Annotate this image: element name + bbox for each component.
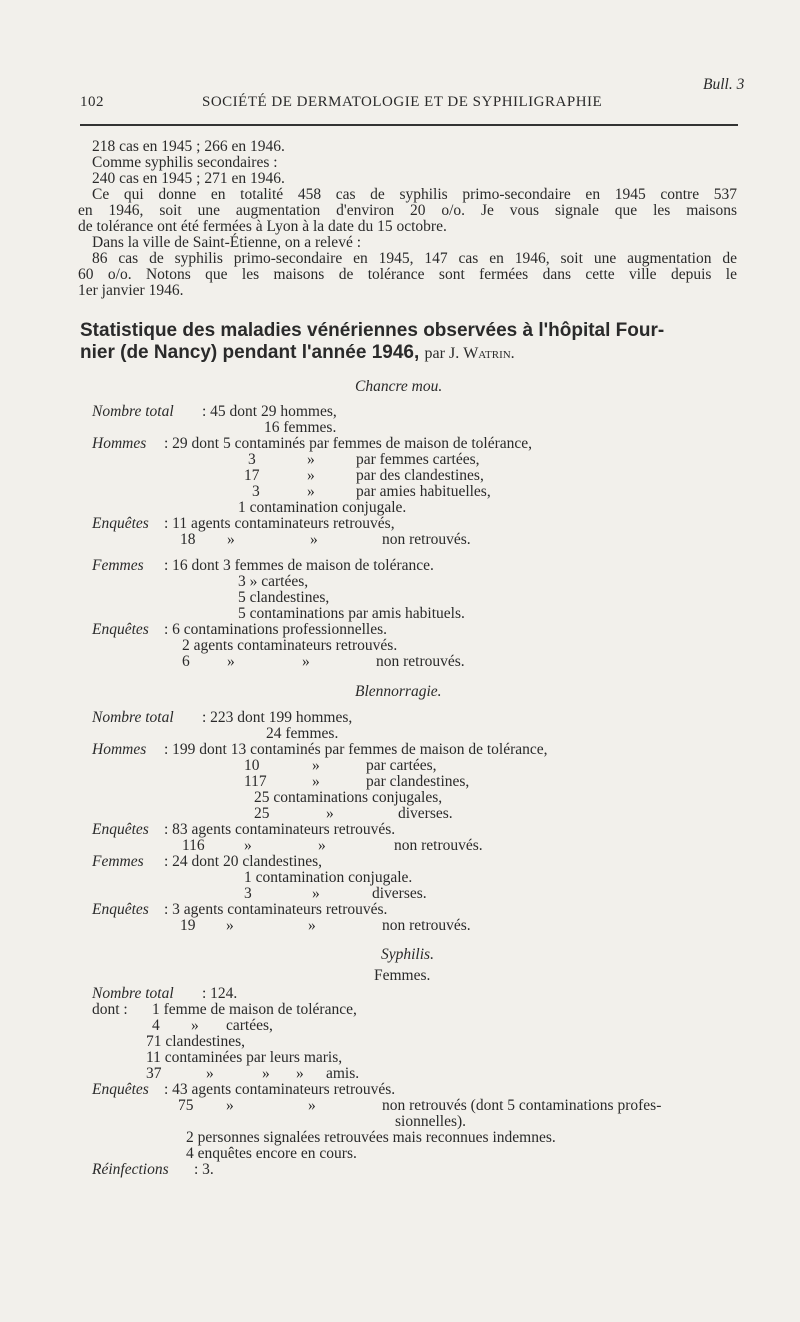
row-text: : 223 dont 199 hommes, <box>202 709 353 726</box>
row-num: 3 <box>248 451 256 468</box>
row-text: : 29 dont 5 contaminés par femmes de maison de tolérance, <box>164 435 533 452</box>
row-num: 116 <box>182 837 205 854</box>
row-text: : 83 agents contaminateurs retrouvés. <box>164 821 396 838</box>
ditto: » <box>308 917 316 934</box>
ditto: » <box>326 805 334 822</box>
row-label: Nombre total <box>92 985 174 1002</box>
ditto: » <box>312 757 320 774</box>
ditto: » <box>307 467 315 484</box>
row-num: 19 <box>180 917 196 934</box>
row-text: : 199 dont 13 contaminés par femmes de maison de tolérance, <box>164 741 548 758</box>
row-label: Hommes <box>92 435 147 452</box>
ditto: » <box>244 837 252 854</box>
row-text: 2 personnes signalées retrouvées mais reconnues indemnes. <box>186 1129 556 1146</box>
row-label: Réinfections <box>92 1161 169 1178</box>
ditto: » <box>226 1097 234 1114</box>
row-text: 2 agents contaminateurs retrouvés. <box>182 637 398 654</box>
row-text: diverses. <box>398 805 453 822</box>
row-text: 1 contamination conjugale. <box>238 499 407 516</box>
row-num: 25 <box>254 805 270 822</box>
intro-line: de tolérance ont été fermées à Lyon à la date du 15 octobre. <box>78 218 447 235</box>
row-text: non retrouvés. <box>394 837 483 854</box>
intro-line: 86 cas de syphilis primo-secondaire en 1945, 147 cas en 1946, soit une augmentation de <box>92 250 737 267</box>
article-title-line2: nier (de Nancy) pendant l'année 1946, par J. Watrin. <box>80 342 515 363</box>
section-heading: Syphilis. <box>381 946 434 963</box>
row-num: 37 <box>146 1065 162 1082</box>
row-num: 3 <box>252 483 260 500</box>
byline: par J. Watrin. <box>424 345 515 362</box>
row-text: non retrouvés. <box>376 653 465 670</box>
row-text: 71 clandestines, <box>146 1033 246 1050</box>
row-text: par des clandestines, <box>356 467 484 484</box>
intro-line: Ce qui donne en totalité 458 cas de syphilis primo-secondaire en 1945 contre 537 <box>92 186 737 203</box>
ditto: » <box>307 451 315 468</box>
row-num: 18 <box>180 531 196 548</box>
ditto: » <box>191 1017 199 1034</box>
row-text: 25 contaminations conjugales, <box>254 789 443 806</box>
row-text: : 124. <box>202 985 238 1002</box>
row-label: Enquêtes <box>92 515 149 532</box>
section-subheading: Femmes. <box>374 967 431 984</box>
row-text: par clandestines, <box>366 773 470 790</box>
row-num: 4 <box>152 1017 160 1034</box>
row-num: 3 <box>244 885 252 902</box>
row-text: : 45 dont 29 hommes, <box>202 403 337 420</box>
ditto: » <box>227 531 235 548</box>
ditto: » <box>308 1097 316 1114</box>
intro-line: 1er janvier 1946. <box>78 282 184 299</box>
row-num: 75 <box>178 1097 194 1114</box>
row-text: dont : <box>92 1001 128 1018</box>
ditto: » <box>262 1065 270 1082</box>
ditto: » <box>310 531 318 548</box>
row-text: 24 femmes. <box>266 725 339 742</box>
row-text: : 3 agents contaminateurs retrouvés. <box>164 901 388 918</box>
corner-note: Bull. 3 <box>703 76 745 93</box>
ditto: » <box>227 653 235 670</box>
row-text: non retrouvés. <box>382 917 471 934</box>
intro-line: 60 o/o. Notons que les maisons de tolérance sont fermées dans cette ville depuis le <box>78 266 737 283</box>
page-number: 102 <box>80 94 104 110</box>
row-label: Enquêtes <box>92 821 149 838</box>
intro-line: en 1946, soit une augmentation d'environ 20 o/o. Je vous signale que les maisons <box>78 202 737 219</box>
row-text: 1 femme de maison de tolérance, <box>152 1001 357 1018</box>
row-text: 3 » cartées, <box>238 573 309 590</box>
row-text: 16 femmes. <box>264 419 337 436</box>
intro-line: 218 cas en 1945 ; 266 en 1946. <box>92 138 285 155</box>
section-heading: Blennorragie. <box>355 683 442 700</box>
row-text: : 43 agents contaminateurs retrouvés. <box>164 1081 396 1098</box>
article-title-line1: Statistique des maladies vénériennes observées à l'hôpital Four- <box>80 320 665 341</box>
row-label: Enquêtes <box>92 621 149 638</box>
row-label: Hommes <box>92 741 147 758</box>
row-text: 4 enquêtes encore en cours. <box>186 1145 357 1162</box>
row-text: par cartées, <box>366 757 437 774</box>
row-text: 1 contamination conjugale. <box>244 869 413 886</box>
row-text: : 3. <box>194 1161 214 1178</box>
row-label: Femmes <box>92 853 144 870</box>
row-text: amis. <box>326 1065 360 1082</box>
row-text: diverses. <box>372 885 427 902</box>
row-text: 5 clandestines, <box>238 589 330 606</box>
row-text: sionnelles). <box>395 1113 467 1130</box>
intro-line: Dans la ville de Saint-Étienne, on a relevé : <box>92 234 362 251</box>
running-title: SOCIÉTÉ DE DERMATOLOGIE ET DE SYPHILIGRAPHIE <box>202 94 603 110</box>
intro-line: 240 cas en 1945 ; 271 en 1946. <box>92 170 285 187</box>
row-label: Nombre total <box>92 709 174 726</box>
ditto: » <box>296 1065 304 1082</box>
row-text: : 16 dont 3 femmes de maison de tolérance. <box>164 557 434 574</box>
row-text: : 6 contaminations professionnelles. <box>164 621 387 638</box>
row-num: 17 <box>244 467 260 484</box>
row-text: : 24 dont 20 clandestines, <box>164 853 322 870</box>
row-text: par femmes cartées, <box>356 451 480 468</box>
row-text: : 11 agents contaminateurs retrouvés, <box>164 515 395 532</box>
ditto: » <box>312 885 320 902</box>
ditto: » <box>226 917 234 934</box>
row-text: cartées, <box>226 1017 273 1034</box>
ditto: » <box>307 483 315 500</box>
row-text: non retrouvés. <box>382 531 471 548</box>
row-label: Enquêtes <box>92 1081 149 1098</box>
section-heading: Chancre mou. <box>355 378 443 395</box>
row-text: par amies habituelles, <box>356 483 491 500</box>
row-text: 5 contaminations par amis habituels. <box>238 605 465 622</box>
row-label: Femmes <box>92 557 144 574</box>
row-label: Nombre total <box>92 403 174 420</box>
row-label: Enquêtes <box>92 901 149 918</box>
intro-line: Comme syphilis secondaires : <box>92 154 278 171</box>
ditto: » <box>206 1065 214 1082</box>
row-num: 6 <box>182 653 190 670</box>
row-num: 117 <box>244 773 267 790</box>
row-text: 11 contaminées par leurs maris, <box>146 1049 343 1066</box>
header-rule <box>80 124 738 126</box>
ditto: » <box>312 773 320 790</box>
row-num: 10 <box>244 757 260 774</box>
row-text: non retrouvés (dont 5 contaminations profes- <box>382 1097 662 1114</box>
ditto: » <box>302 653 310 670</box>
ditto: » <box>318 837 326 854</box>
